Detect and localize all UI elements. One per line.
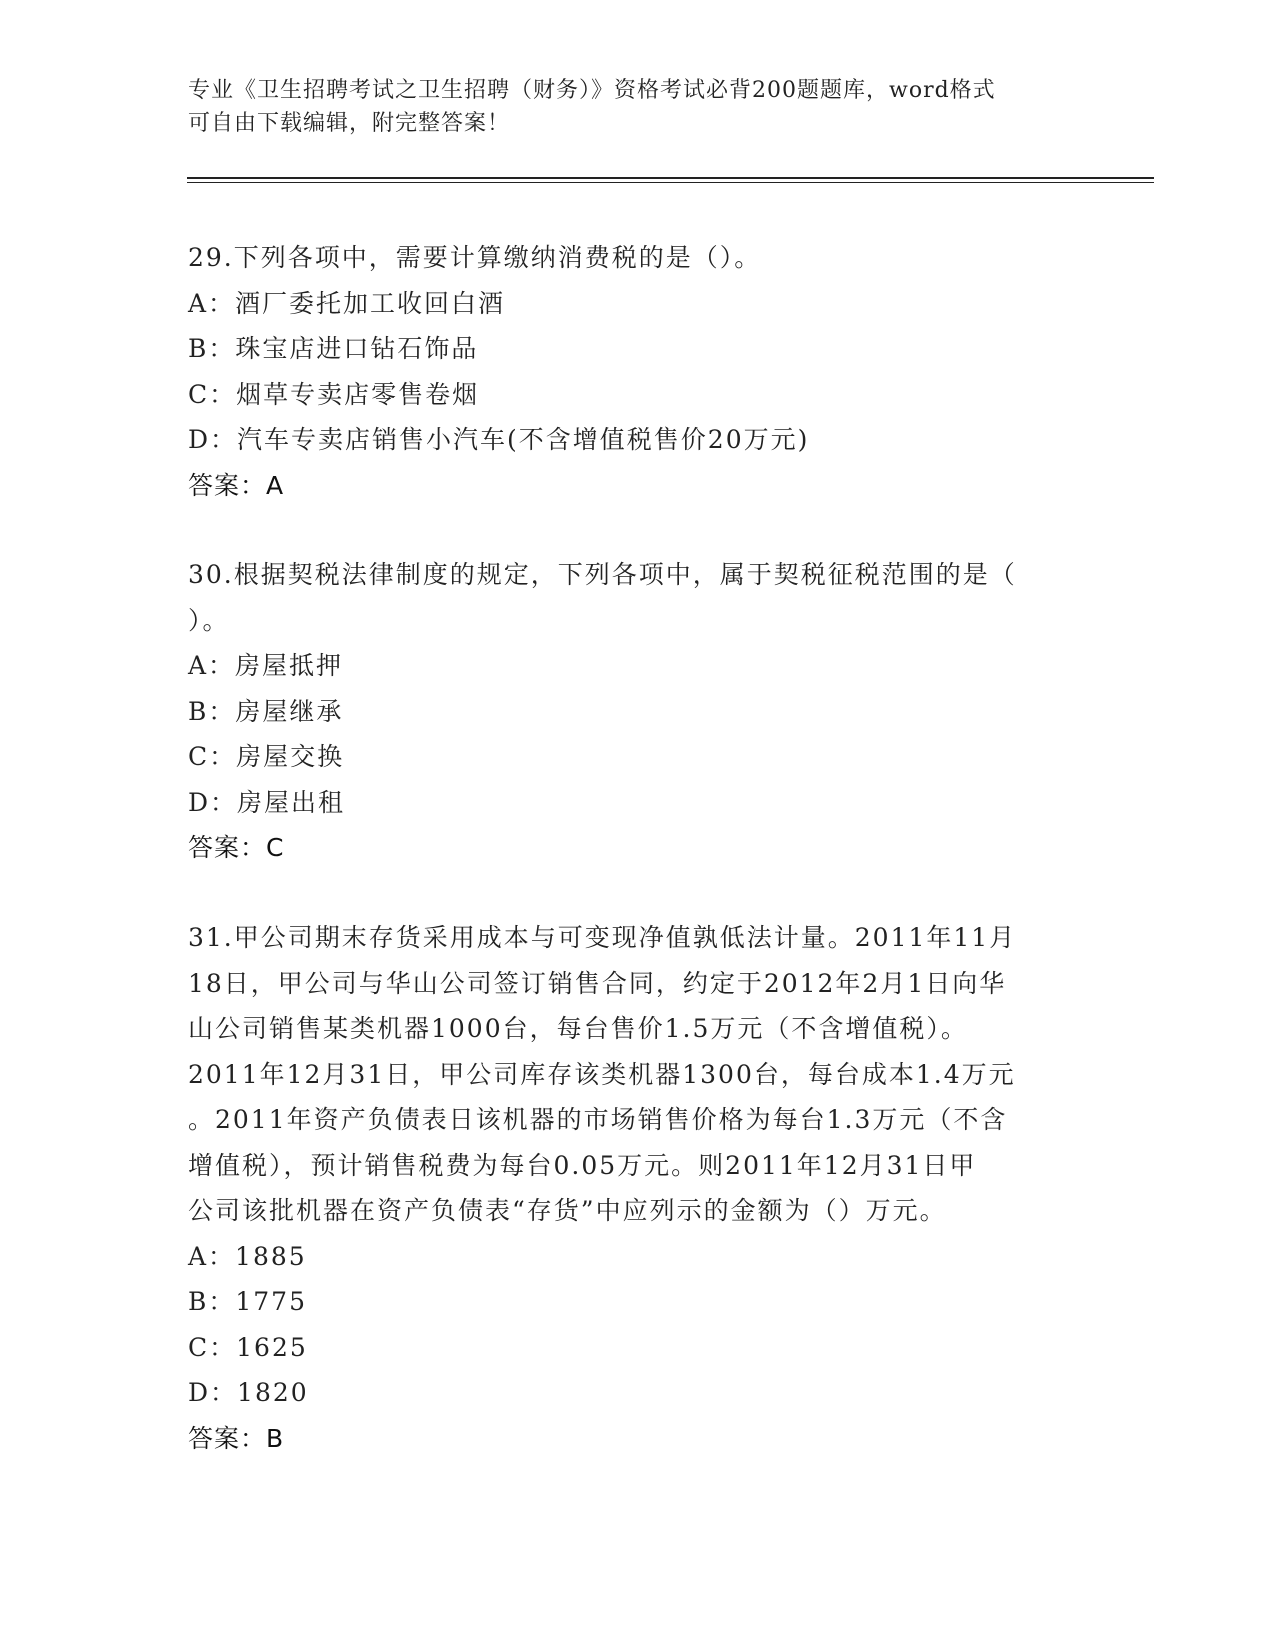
question-stem: 。2011年资产负债表日该机器的市场销售价格为每台1.3万元（不含 <box>188 1105 1008 1134</box>
option-a: A：1885 <box>188 1241 307 1271</box>
answer-label: 答案：B <box>188 1423 285 1453</box>
option-b: B：房屋继承 <box>188 696 344 726</box>
option-a: A：酒厂委托加工收回白酒 <box>188 288 506 318</box>
option-d: D：汽车专卖店销售小汽车(不含增值税售价20万元) <box>188 425 810 454</box>
header-divider <box>187 177 1154 179</box>
header-divider-thin <box>187 182 1154 183</box>
header-line: 可自由下载编辑，附完整答案！ <box>188 111 511 136</box>
header-line: 专业《卫生招聘考试之卫生招聘（财务）》资格考试必背200题题库，word格式 <box>188 78 996 103</box>
question-stem: 2011年12月31日，甲公司库存该类机器1300台，每台成本1.4万元 <box>188 1059 1016 1089</box>
question-stem: 29.下列各项中，需要计算缴纳消费税的是（）。 <box>188 243 762 272</box>
answer-label: 答案：A <box>188 470 285 500</box>
question-29 <box>188 235 1088 508</box>
question-stem: 31.甲公司期末存货采用成本与可变现净值孰低法计量。2011年11月 <box>188 923 1017 952</box>
question-stem: 山公司销售某类机器1000台，每台售价1.5万元（不含增值税）。 <box>188 1014 968 1043</box>
question-stem: 18日，甲公司与华山公司签订销售合同，约定于2012年2月1日向华 <box>188 968 1007 998</box>
question-stem: 增值税），预计销售税费为每台0.05万元。则2011年12月31日甲 <box>188 1150 977 1180</box>
option-c: C：房屋交换 <box>188 742 345 771</box>
option-d: D：1820 <box>188 1378 309 1407</box>
option-c: C：1625 <box>188 1332 308 1362</box>
option-c: C：烟草专卖店零售卷烟 <box>188 379 480 409</box>
question-31 <box>188 915 1088 1461</box>
question-30 <box>188 552 1088 871</box>
answer-label: 答案：C <box>188 833 285 862</box>
option-b: B：珠宝店进口钻石饰品 <box>188 334 479 363</box>
question-stem: 公司该批机器在资产负债表“存货”中应列示的金额为（）万元。 <box>188 1196 947 1225</box>
question-stem: 30.根据契税法律制度的规定，下列各项中，属于契税征税范围的是（ <box>188 560 1017 589</box>
document-header <box>188 74 1088 140</box>
option-a: A：房屋抵押 <box>188 651 344 680</box>
question-stem: ）。 <box>188 605 230 635</box>
option-d: D：房屋出租 <box>188 787 346 817</box>
option-b: B：1775 <box>188 1287 307 1316</box>
